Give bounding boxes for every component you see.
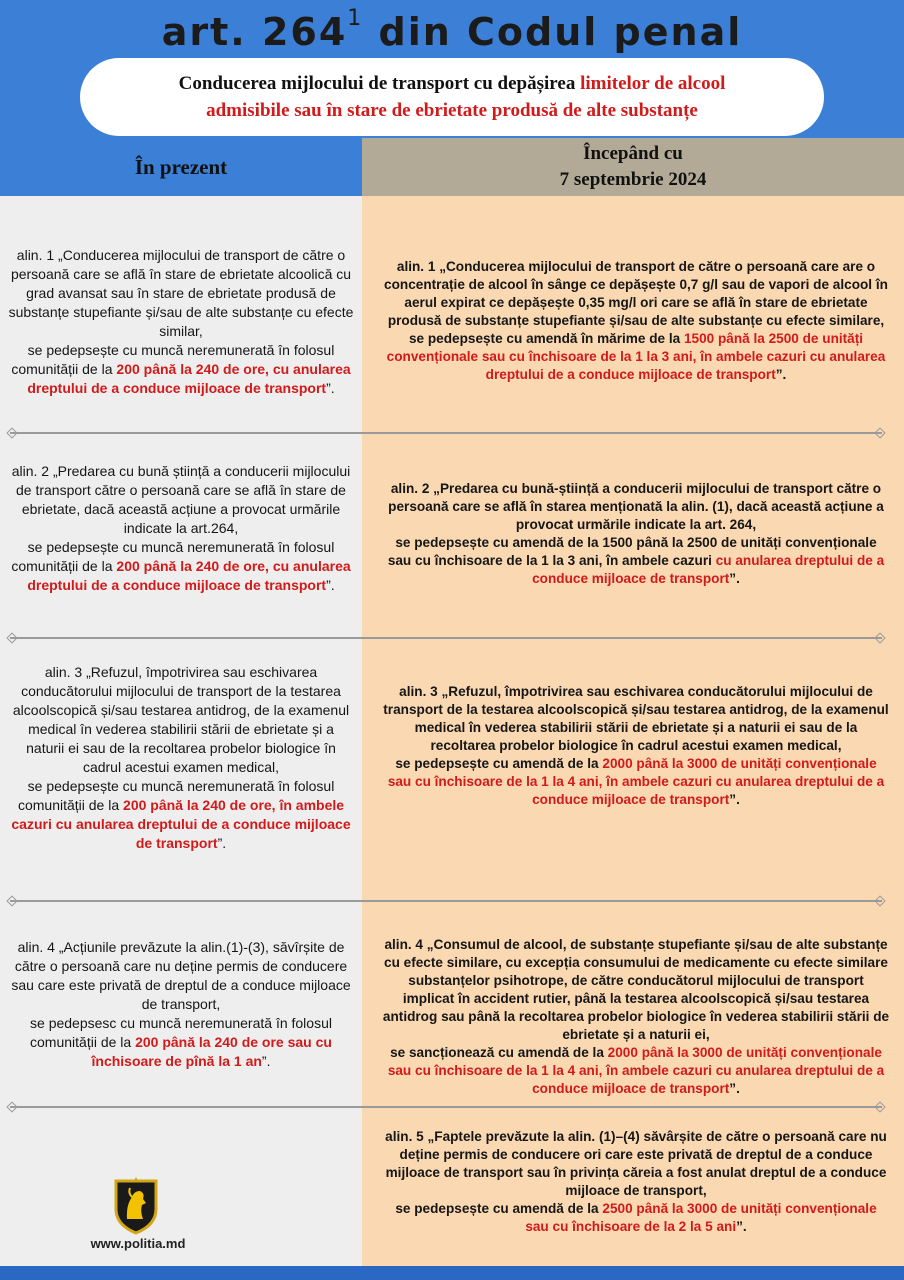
police-shield-icon [112, 1175, 160, 1235]
page-title: art. $264^1$ din Codul penal [161, 6, 743, 54]
row-divider [10, 1106, 882, 1108]
new-alin-3: alin. 3 „Refuzul, împotrivirea sau eschivarea conducătorului mijlocului de transport de la testarea alcoolscopică și/sau testarea antidrog, de la examenul medical în vederea stabilirii stării de ebrietate și a naturii ei sau de la recoltarea probelor biologice în cadrul acestui examen medical, se pedepsește cu amendă de la 2000 până la 3000 de unități convenționale sau cu închisoare de la 1 la 4 ani, în ambele cazuri cu anularea dreptului de a conduce mijloace de transport”. [383, 684, 889, 807]
column-header-current: În prezent [134, 154, 228, 179]
row-divider [10, 900, 882, 902]
current-alin-1: alin. 1 „Conducerea mijlocului de transport de către o persoană care se află în stare de ebrietate alcoolică cu grad avansat sau în stare de ebrietate produsă de substanțe stupefiante și/sau de alte substanțe cu efecte similar, se pedepsește cu muncă neremunerată în folosul comunității de la 200 până la 240 de ore, cu anularea dreptului de a conduce mijloace de transport”. [8, 247, 354, 396]
website-url: www.politia.md [90, 1236, 186, 1251]
column-header-new: Începând cu 7 septembrie 2024 [362, 138, 904, 196]
current-alin-2: alin. 2 „Predarea cu bună știință a conducerii mijlocului de transport către o persoană care se află în stare de ebrietate, dacă această acțiune a provocat urmările indicate la art.264, se pedepsește cu muncă neremunerată în folosul comunității de la 200 până la 240 de ore, cu anularea dreptului de a conduce mijloace de transport”. [11, 463, 351, 593]
current-alin-3: alin. 3 „Refuzul, împotrivirea sau eschivarea conducătorului mijlocului de transport de la testarea alcoolscopică și/sau testarea antidrog, de la examenul medical în vederea stabilirii stării de ebrietate și a naturii ei sau de la recoltarea probelor biologice în cadrul acestui examen medical, se pedepsește cu muncă neremunerată în folosul comunității de la 200 până la 240 de ore, în ambele cazuri cu anularea dreptului de a conduce mijloace de transport”. [11, 664, 351, 851]
row-divider [10, 637, 882, 639]
bottom-bar [0, 1266, 904, 1280]
new-alin-5: alin. 5 „Faptele prevăzute la alin. (1)–(4) săvârșite de către o persoană care nu deține permis de conducere ori care este privată de dreptul de a conduce mijloace de transport sau în privința căreia a fost anulat dreptul de a conduce mijloace de transport, se pedepsește cu amendă de la 2500 până la 3000 de unități convenționale sau cu închisoare de la 2 la 5 ani”. [385, 1129, 887, 1234]
new-alin-1: alin. 1 „Conducerea mijlocului de transport de către o persoană care are o concentrație de alcool în sânge ce depășește 0,7 g/l sau de vapori de alcool în aerul expirat ce depășește 0,35 mg/l ori care se află în stare de ebrietate produsă de substanțe stupefiante și/sau de alte substanțe cu efecte similare, se pedepsește cu amendă în mărime de la 1500 până la 2500 de unități convenționale sau cu închisoare de la 1 la 3 ani, în ambele cazuri cu anularea dreptului de a conduce mijloace de transport”. [384, 259, 888, 382]
title-superscript: 1 [347, 6, 364, 31]
current-alin-4: alin. 4 „Acțiunile prevăzute la alin.(1)-(3), săvîrșite de către o persoană care nu deține permis de conducere sau care este privată de dreptul de a conduce mijloace de transport, se pedepsesc cu muncă neremunerată în folosul comunității de la 200 până la 240 de ore sau cu închisoare de pînă la 1 an”. [11, 939, 351, 1069]
subtitle-pill: Conducerea mijlocului de transport cu depășirea limitelor de alcool admisibile sau în stare de ebrietate produsă de alte substanțe [80, 58, 824, 136]
new-alin-4: alin. 4 „Consumul de alcool, de substanțe stupefiante și/sau de alte substanțe cu efecte similare, cu excepția consumului de medicamente cu efecte similare substanțelor psihotrope, de către conducătorul mijlocului de transport implicat în accident rutier, până la testarea alcoolscopică și/sau testarea antidrog sau până la recoltarea probelor biologice în vederea stabilirii stării de ebrietate și a naturii ei, se sancționează cu amendă de la 2000 până la 3000 de unități convenționale sau cu închisoare de la 1 la 4 ani, în ambele cazuri cu anularea dreptului de a conduce mijloace de transport”. [382, 937, 890, 1096]
row-divider [10, 432, 882, 434]
new-alin-2: alin. 2 „Predarea cu bună-știință a conducerii mijlocului de transport către o persoană care se află în starea menționată la alin. (1), dacă această acțiune a provocat urmările indicate la art. 264, se pedepsește cu amendă de la 1500 până la 2500 de unități convenționale sau cu închisoare de la 1 la 3 ani, în ambele cazuri cu anularea dreptului de a conduce mijloace de transport”. [387, 481, 885, 586]
